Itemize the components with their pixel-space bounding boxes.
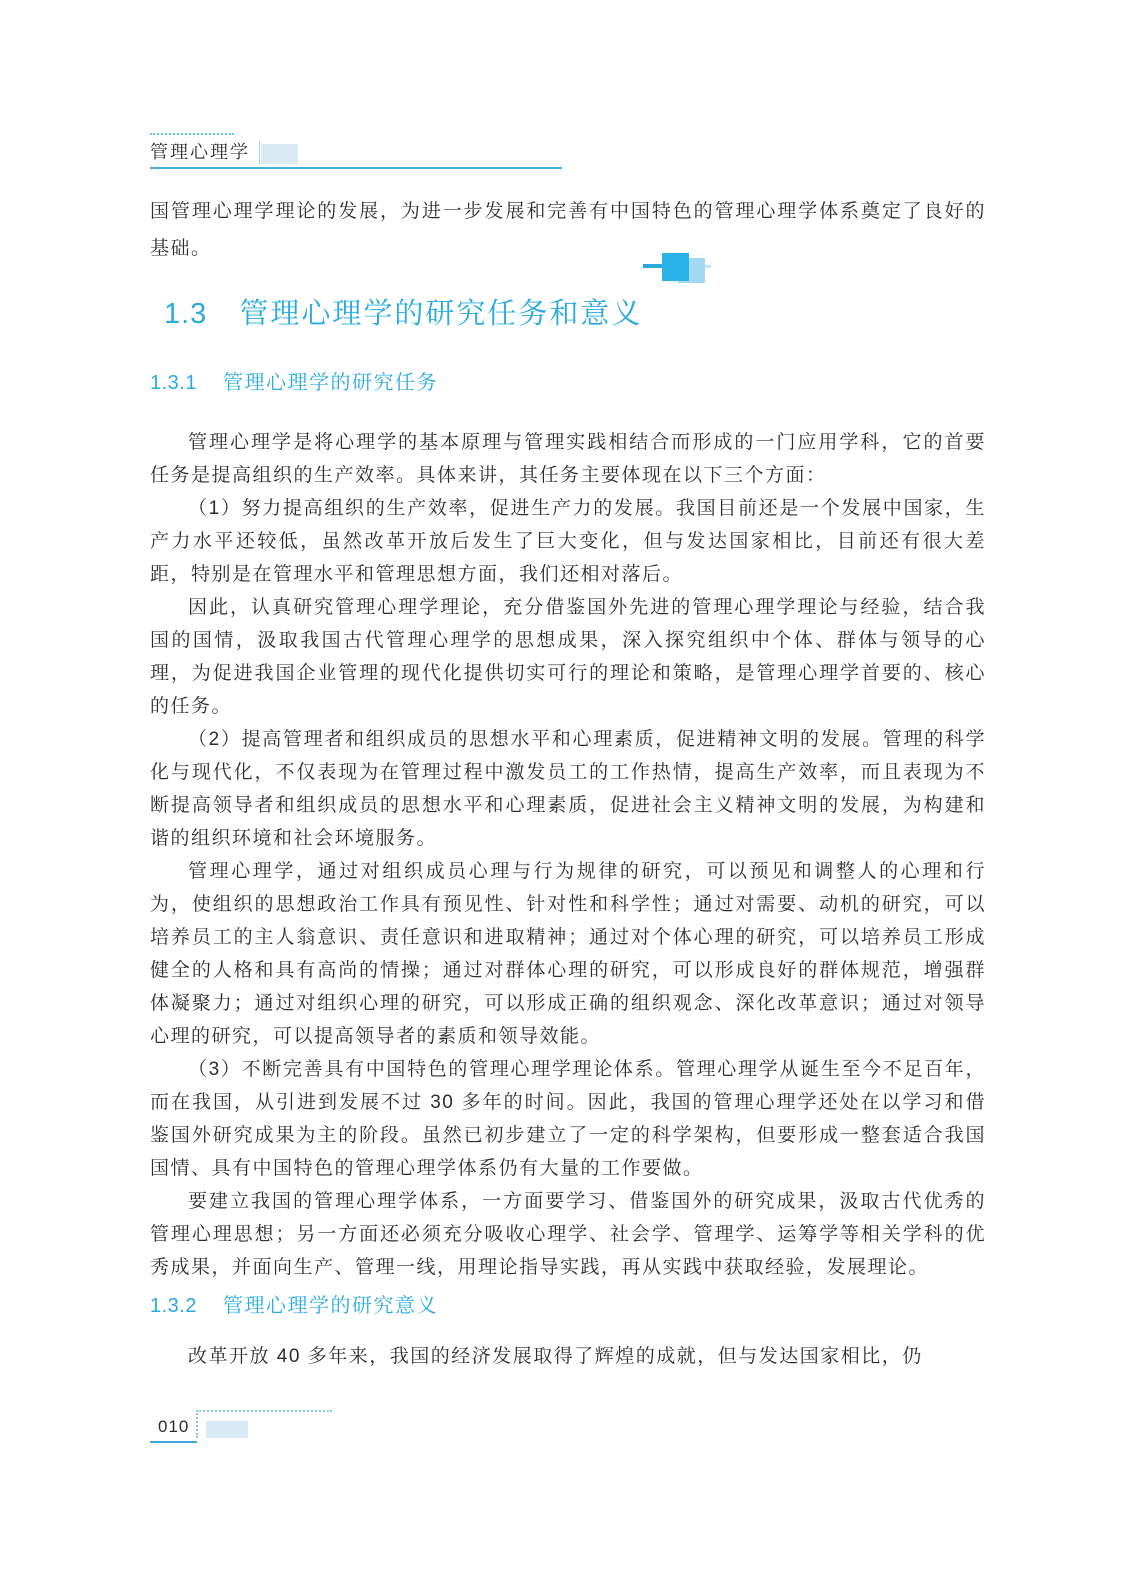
body-paragraph: 要建立我国的管理心理学体系，一方面要学习、借鉴国外的研究成果，汲取古代优秀的管理心理思想；另一方面还必须充分吸收心理学、社会学、管理学、运筹学等相关学科的优秀成果，并面向生产、管理一线，用理论指导实践，再从实践中获取经验，发展理论。 — [150, 1191, 986, 1278]
body-paragraph: 管理心理学，通过对组织成员心理与行为规律的研究，可以预见和调整人的心理和行为，使组织的思想政治工作具有预见性、针对性和科学性；通过对需要、动机的研究，可以培养员工的主人翁意识、责任意识和进取精神；通过对个体心理的研究，可以培养员工形成健全的人格和具有高尚的情操；通过对群体心理的研究，可以形成良好的群体规范，增强群体凝聚力；通过对组织心理的研究，可以形成正确的组织观念、深化改革意识；通过对领导心理的研究，可以提高领导者的素质和领导效能。 — [150, 861, 986, 1047]
subsection-131-title: 管理心理学的研究任务 — [222, 372, 438, 394]
body-paragraph: 因此，认真研究管理心理学理论，充分借鉴国外先进的管理心理学理论与经验，结合我国的国情，汲取我国古代管理心理学的思想成果，深入探究组织中个体、群体与领导的心理，为促进我国企业管理的现代化提供切实可行的理论和策略，是管理心理学首要的、核心的任务。 — [150, 597, 986, 717]
header-divider — [259, 141, 260, 164]
body-paragraph: （3）不断完善具有中国特色的管理心理学理论体系。管理心理学从诞生至今不足百年，而在我国，从引进到发展不过 30 多年的时间。因此，我国的管理心理学还处在以学习和借鉴国外研究成果为主的阶段。虽然已初步建立了一定的科学架构，但要形成一整套适合我国国情、具有中国特色的管理心理学体系仍有大量的工作要做。 — [150, 1059, 986, 1179]
footer-highlight-box — [206, 1421, 248, 1438]
running-header — [150, 133, 562, 169]
body-paragraph: （1）努力提高组织的生产效率，促进生产力的发展。我国目前还是一个发展中国家，生产力水平还较低，虽然改革开放后发生了巨大变化，但与发达国家相比，目前还有很大差距，特别是在管理水平和管理思想方面，我们还相对落后。 — [150, 498, 986, 585]
section-title: 管理心理学的研究任务和意义 — [239, 298, 643, 330]
page-number: 010 — [158, 1417, 190, 1436]
header-dotted-line — [150, 133, 234, 135]
subsection-132-title: 管理心理学的研究意义 — [222, 1295, 438, 1317]
subsection-132-number: 1.3.2 — [150, 1295, 197, 1317]
subsection-heading-131 — [150, 368, 986, 398]
subsection-131-number: 1.3.1 — [150, 372, 197, 394]
section-132-body — [150, 1340, 986, 1373]
body-paragraph: （2）提高管理者和组织成员的思想水平和心理素质，促进精神文明的发展。管理的科学化与现代化，不仅表现为在管理过程中激发员工的工作热情，提高生产效率，而且表现为不断提高领导者和组织成员的思想水平和心理素质，促进社会主义精神文明的发展，为构建和谐的组织环境和社会环境服务。 — [150, 729, 986, 849]
page-footer — [150, 1408, 390, 1448]
section-131-body — [150, 426, 986, 1284]
section-heading — [164, 294, 986, 334]
subsection-heading-132 — [150, 1291, 986, 1321]
page-content — [150, 133, 986, 1373]
section-number: 1.3 — [164, 298, 208, 330]
body-paragraph: 改革开放 40 多年来，我国的经济发展取得了辉煌的成就，但与发达国家相比，仍 — [188, 1346, 923, 1367]
intro-paragraph: 国管理心理学理论的发展，为进一步发展和完善有中国特色的管理心理学体系奠定了良好的基础。 — [150, 201, 986, 259]
footer-underline — [150, 1441, 197, 1443]
header-underline — [150, 167, 562, 169]
body-paragraph: 管理心理学是将心理学的基本原理与管理实践相结合而形成的一门应用学科，它的首要任务是提高组织的生产效率。具体来讲，其任务主要体现在以下三个方面： — [150, 432, 986, 486]
header-highlight-box — [261, 144, 298, 164]
book-title: 管理心理学 — [150, 142, 250, 162]
